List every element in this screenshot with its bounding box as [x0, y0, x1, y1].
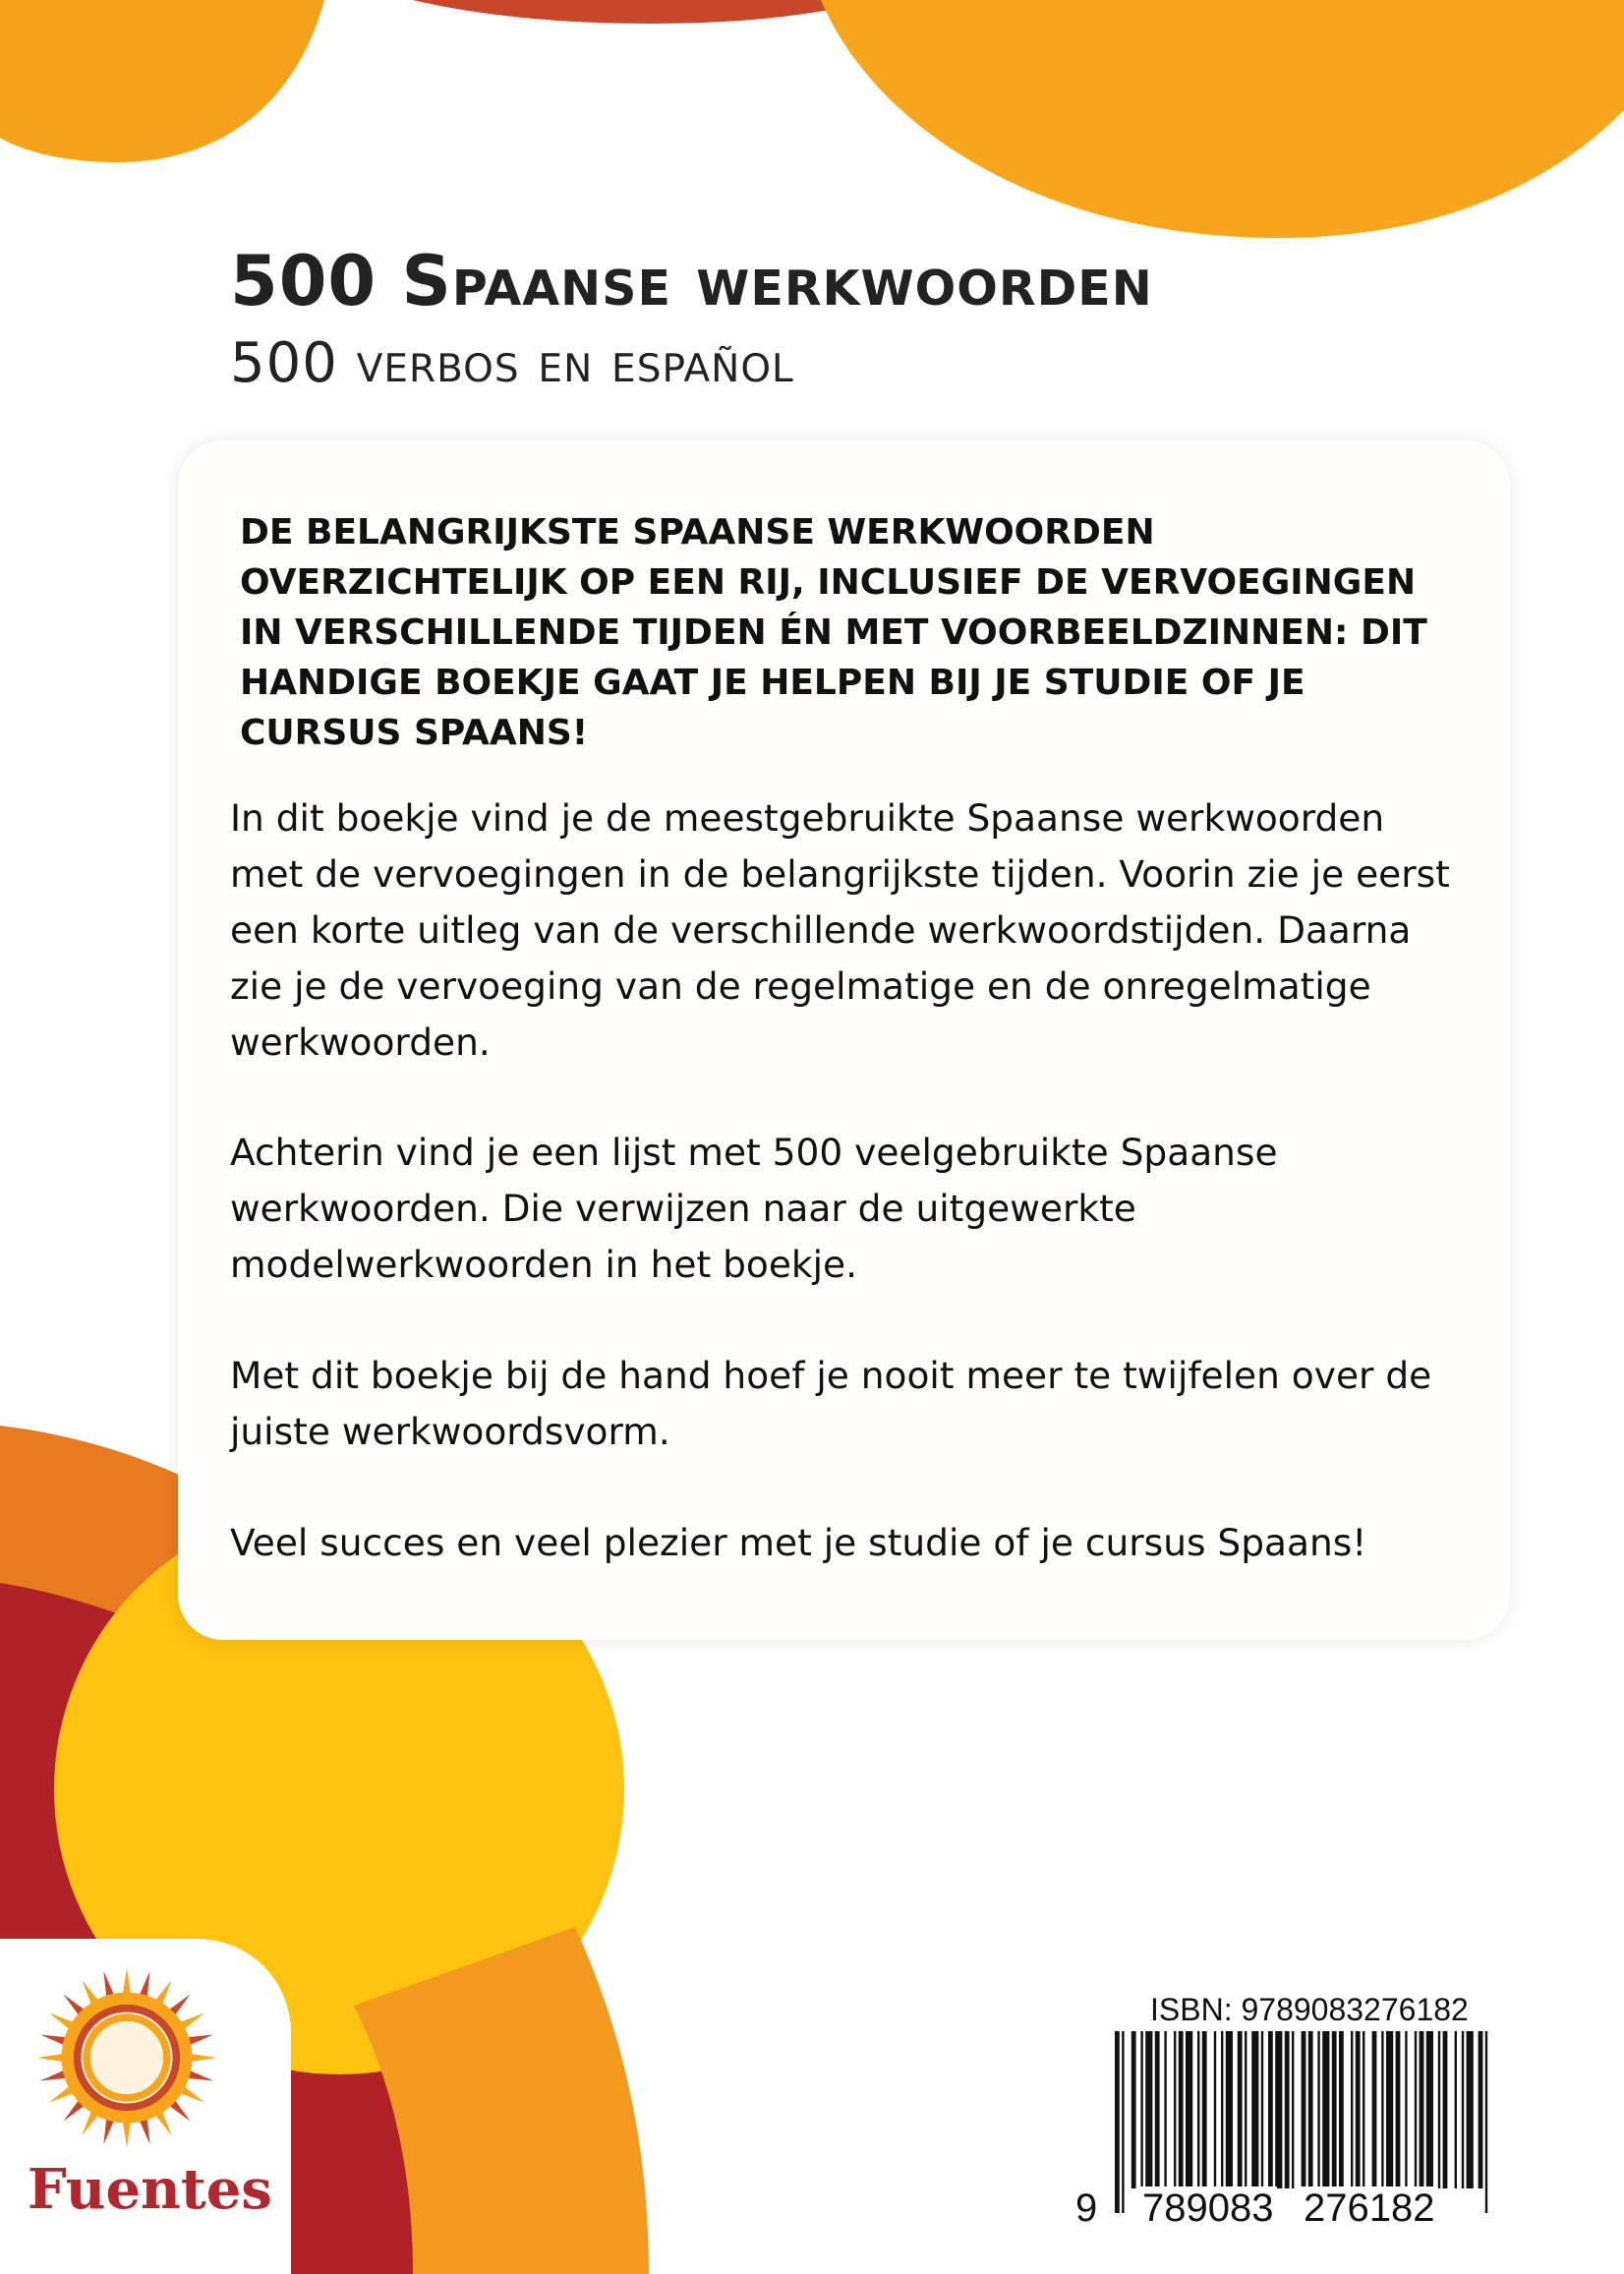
barcode-bar — [1261, 2031, 1263, 2188]
isbn-label: ISBN: 9789083276182 — [1150, 1992, 1469, 2027]
barcode-bar — [1332, 2031, 1337, 2188]
top-center-sliver — [413, 0, 875, 24]
barcode-bar — [1292, 2031, 1294, 2188]
barcode-bar — [1202, 2031, 1207, 2188]
publisher-name: Fuentes — [28, 2157, 272, 2222]
barcode-bar — [1405, 2031, 1407, 2188]
card-paragraph: Achterin vind je een lijst met 500 veelgebruikte Spaanse werkwoorden. Die verwijzen naar de uitgewerkte modelwerkwoorden in het boekje. — [230, 1131, 1278, 1286]
barcode-bar — [1302, 2031, 1306, 2188]
barcode-digit-first: 9 — [1072, 2187, 1101, 2230]
book-subtitle: 500 verbos en español — [230, 331, 794, 395]
card-lead-text: DE BELANGRIJKSTE SPAANSE WERKWOORDEN OVERZICHTELIJK OP EEN RIJ, INCLUSIEF DE VERVOEGINGEN IN VERSCHILLENDE TIJDEN ÉN MET VOORBEELDZINNEN: DIT HANDIGE BOEKJE GAAT JE HELPEN BIJ JE STUDIE OF JE CURSUS SPAANS! — [240, 512, 1427, 753]
barcode-bar — [1238, 2031, 1243, 2188]
barcode-bar — [1381, 2031, 1383, 2188]
barcode-bar — [1155, 2031, 1160, 2188]
barcode-bar — [1426, 2031, 1433, 2188]
barcode-bar — [1179, 2031, 1184, 2188]
barcode-bar — [1251, 2031, 1258, 2188]
barcode-bar — [1226, 2031, 1233, 2188]
barcode-bar — [1115, 2031, 1120, 2213]
barcode-bar — [1140, 2031, 1142, 2188]
barcode-bar — [1214, 2031, 1216, 2188]
barcode-bar — [1420, 2031, 1424, 2188]
barcode-bar — [1268, 2031, 1273, 2188]
barcode-panel — [1072, 1982, 1502, 2237]
description-card — [178, 440, 1510, 1640]
top-left-blob — [0, 0, 324, 162]
card-paragraph: Met dit boekje bij de hand hoef je nooit meer te twijfelen over de juiste werkwoordsvorm. — [230, 1354, 1432, 1453]
sun-ray — [37, 2054, 66, 2063]
barcode-bar — [1164, 2031, 1166, 2188]
barcode-bar — [1174, 2031, 1176, 2188]
barcode-digits-right: 276182 — [1300, 2187, 1438, 2230]
title-block — [230, 238, 1153, 403]
barcode-bar — [1197, 2031, 1199, 2188]
barcode-bar — [1122, 2031, 1124, 2213]
barcode-bar — [1221, 2031, 1223, 2188]
barcode-bar — [1308, 2031, 1313, 2188]
barcode-bar — [1386, 2031, 1393, 2188]
barcode-bar — [1275, 2031, 1282, 2188]
top-right-blob — [821, 0, 1624, 238]
barcode-bar — [1396, 2031, 1401, 2188]
barcode-bar — [1462, 2031, 1464, 2188]
card-paragraph: Veel succes en veel plezier met je studie of je cursus Spaans! — [230, 1521, 1367, 1564]
book-title: 500 Spaanse werkwoorden — [230, 241, 1153, 321]
sun-ray — [123, 2120, 132, 2148]
sun-icon — [33, 1964, 220, 2151]
barcode-digits-left: 789083 — [1138, 2187, 1277, 2230]
barcode-bar — [1479, 2031, 1483, 2188]
barcode-bar — [1145, 2031, 1152, 2188]
barcode-bar — [1245, 2031, 1247, 2188]
barcode-bar — [1317, 2031, 1319, 2188]
barcode-bar — [1186, 2031, 1192, 2188]
barcode-bar — [1322, 2031, 1329, 2188]
barcode-bar — [1455, 2031, 1457, 2188]
barcode-bar — [1467, 2031, 1474, 2188]
barcode-bar — [1356, 2031, 1361, 2188]
card-paragraph: In dit boekje vind je de meestgebruikte Spaanse werkwoorden met de vervoegingen in de belangrijkste tijden. Voorin zie je eerst een korte uitleg van de verschillende werkwoordstijden. Daarna zie je de vervoeging van de regelmatige en de onregelmatige werkwoorden. — [230, 796, 1450, 1064]
barcode-bar — [1372, 2031, 1377, 2188]
barcode-bar — [1485, 2031, 1487, 2213]
barcode-bar — [1131, 2031, 1136, 2188]
barcode-bar — [1438, 2031, 1440, 2188]
sun-ray — [123, 1968, 132, 1997]
publisher-logo — [0, 1939, 291, 2274]
sun-ray — [189, 2054, 217, 2063]
barcode-bar — [1415, 2031, 1417, 2188]
barcode-bar — [1363, 2031, 1364, 2188]
barcode-bar — [1285, 2031, 1290, 2188]
barcode-bar — [1443, 2031, 1448, 2188]
